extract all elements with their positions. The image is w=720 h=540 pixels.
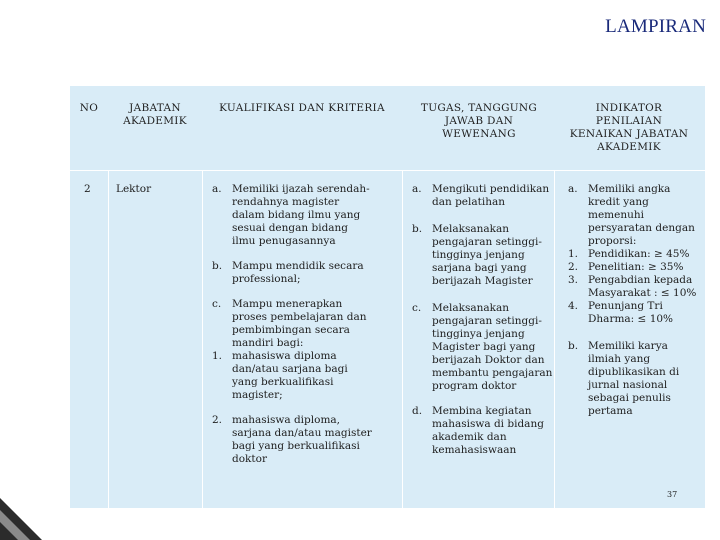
list-marker: d. (412, 405, 423, 417)
list-item (568, 274, 700, 300)
list-item (212, 298, 372, 350)
list-text: Melaksanakan pengajaran setinggi-tingginya jenjang Magister bagi yang berijazah Doktor dan membantu pengajaran program doktor (432, 302, 553, 392)
list-item (412, 302, 554, 393)
list-item (568, 300, 700, 326)
list-item (568, 261, 700, 274)
list-text: Memiliki karya ilmiah yang dipublikasikan di jurnal nasional sebagai penulis pertama (588, 340, 680, 417)
list-item (412, 223, 554, 288)
list-text: Mengikuti pendidikan dan pelatihan (432, 183, 550, 208)
page-title: LAMPIRAN (605, 16, 706, 37)
kualifikasi-list (212, 183, 372, 466)
list-text: Penunjang Tri Dharma: ≤ 10% (588, 300, 674, 325)
criteria-table (70, 86, 705, 508)
list-marker: b. (212, 260, 223, 272)
corner-decoration (0, 480, 60, 540)
indikator-list (568, 183, 700, 418)
header-jabatan: JABATAN AKADEMIK (123, 102, 187, 127)
list-item (212, 414, 372, 466)
list-text: Memiliki ijazah serendah-rendahnya magister dalam bidang ilmu yang sesuai dengan bidang ilmu penugasannya (232, 183, 370, 247)
list-marker: b. (412, 223, 423, 235)
page-number: 37 (667, 490, 678, 499)
list-marker: c. (212, 298, 222, 310)
list-item (212, 350, 372, 402)
list-marker: 3. (568, 274, 579, 286)
list-marker: a. (212, 183, 222, 195)
list-marker: 2. (568, 261, 579, 273)
list-text: Pengabdian kepada Masyarakat : ≤ 10% (588, 274, 697, 299)
header-indikator: INDIKATOR PENILAIAN KENAIKAN JABATAN AKADEMIK (569, 102, 689, 153)
header-kualifikasi: KUALIFIKASI DAN KRITERIA (219, 102, 385, 114)
list-text: Mampu menerapkan proses pembelajaran dan pembimbingan secara mandiri bagi: (232, 298, 367, 349)
row-no: 2 (84, 183, 91, 195)
list-text: Pendidikan: ≥ 45% (588, 248, 690, 260)
header-tugas: TUGAS, TANGGUNG JAWAB DAN WEWENANG (420, 102, 538, 140)
list-marker: a. (412, 183, 422, 195)
list-text: Melaksanakan pengajaran setinggi-tingginya jenjang sarjana bagi yang berijazah Magister (432, 223, 542, 287)
header-no: NO (79, 102, 99, 114)
list-marker: 1. (568, 248, 579, 260)
list-item (412, 183, 554, 209)
list-marker: 2. (212, 414, 223, 426)
list-marker: 4. (568, 300, 579, 312)
list-item (212, 260, 372, 286)
list-text: Memiliki angka kredit yang memenuhi persyaratan dengan proporsi: (588, 183, 695, 247)
list-text: Mampu mendidik secara professional; (232, 260, 364, 285)
list-item (568, 183, 700, 248)
tugas-list (412, 183, 554, 457)
list-marker: 1. (212, 350, 223, 362)
list-text: Penelitian: ≥ 35% (588, 261, 684, 273)
list-marker: a. (568, 183, 578, 195)
row-jabatan: Lektor (116, 183, 152, 195)
list-text: mahasiswa diploma dan/atau sarjana bagi yang berkualifikasi magister; (232, 350, 348, 401)
list-item (568, 248, 700, 261)
list-text: mahasiswa diploma, sarjana dan/atau magister bagi yang berkualifikasi doktor (232, 414, 372, 465)
list-marker: c. (412, 302, 422, 314)
list-marker: b. (568, 340, 579, 352)
list-text: Membina kegiatan mahasiswa di bidang akademik dan kemahasiswaan (432, 405, 544, 456)
list-item (568, 340, 700, 418)
list-item (412, 405, 554, 457)
list-item (212, 183, 372, 248)
